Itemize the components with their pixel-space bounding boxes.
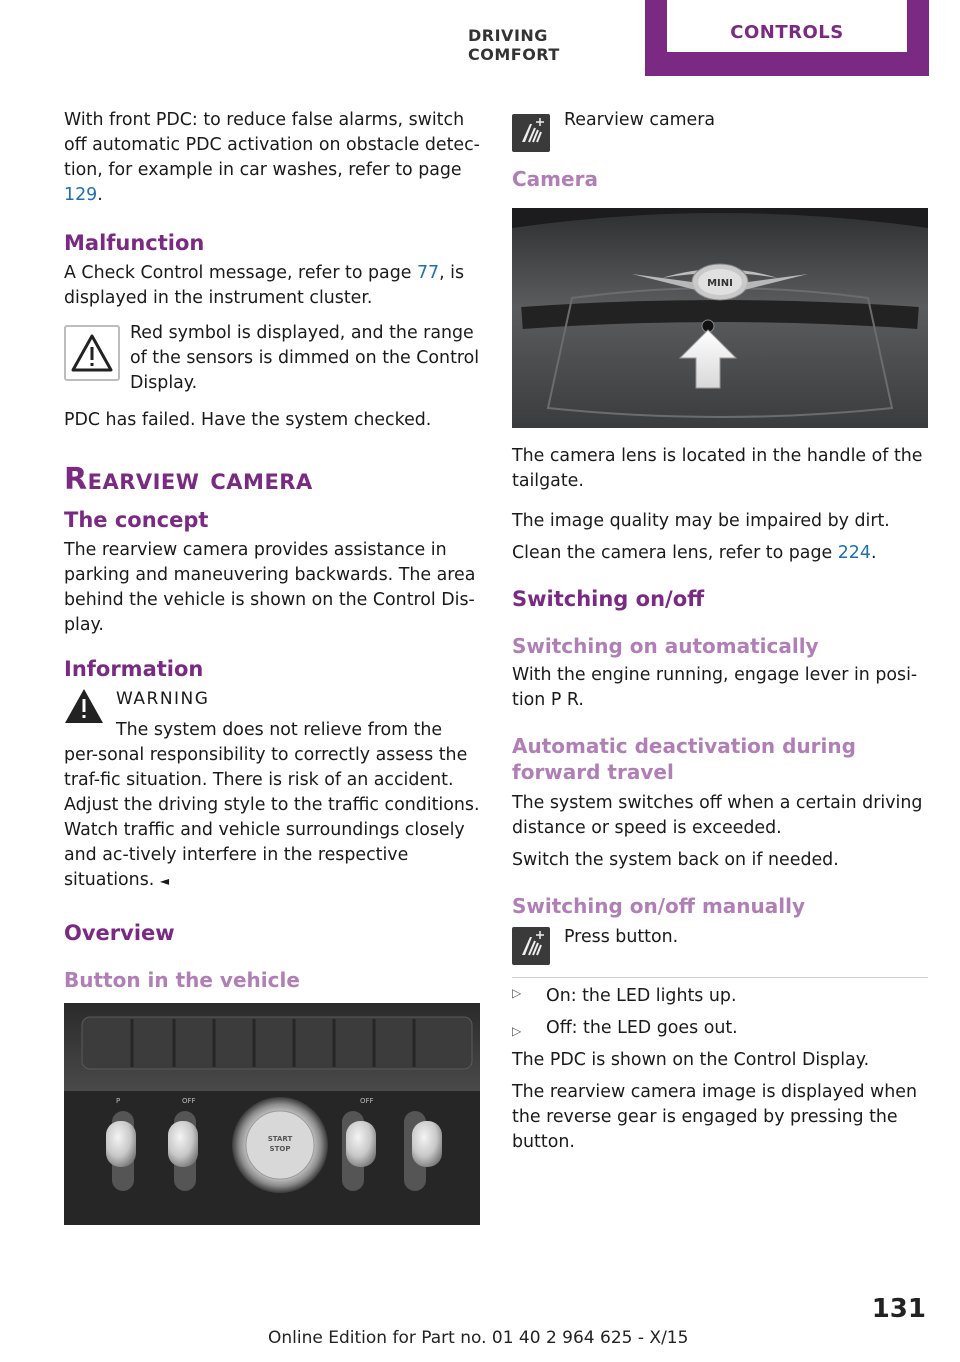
triangle-bullet-icon: ▷ xyxy=(512,1024,522,1038)
switching-heading: Switching on/off xyxy=(512,587,705,611)
tailgate-camera-photo xyxy=(512,208,928,428)
overview-heading: Overview xyxy=(64,921,175,945)
triangle-bullet-icon: ▷ xyxy=(512,986,522,1000)
malfunction-paragraph: A Check Control message, refer to page 77, is displayed in the instrument cluster. xyxy=(64,263,465,308)
camera-text-1: The camera lens is located in the handle of the tailgate. xyxy=(512,446,923,491)
page-number: 131 xyxy=(871,1294,926,1324)
footer xyxy=(0,1292,960,1362)
intro-paragraph: With front PDC: to reduce false alarms, switch off automatic PDC activation on obstacle detec-tion, for example in car washes, refer to page 129. xyxy=(64,110,480,205)
manual-heading: Switching on/off manually xyxy=(512,894,806,918)
list-item: ▷ On: the LED lights up. xyxy=(512,977,928,1009)
header-chapter: CONTROLS xyxy=(730,22,844,43)
pdc-failed-text: PDC has failed. Have the system checked. xyxy=(64,410,432,430)
warning-block xyxy=(64,687,480,894)
after-text-1: The PDC is shown on the Control Display. xyxy=(512,1050,870,1070)
auto-on-text: With the engine running, engage lever in posi-tion P R. xyxy=(512,665,918,710)
auto-off-heading: Automatic deactivation during forward travel xyxy=(512,734,856,784)
stop-label: STOP xyxy=(269,1145,291,1153)
press-button-text: Press button. xyxy=(564,927,679,947)
warning-text: The system does not relieve from the per-sonal responsibility to correctly assess the traf-fic situation. There is risk of an accident. Adjust the driving style to the traffic conditions. Watch traffic and vehicle surroundings closely and ac-tively interfere in the respective situations. ◄ xyxy=(64,720,480,890)
camera-text-2: The image quality may be impaired by dirt. xyxy=(512,511,890,531)
header-section: DRIVING COMFORT xyxy=(468,26,560,64)
mini-logo-text: MINI xyxy=(707,278,733,289)
rearview-camera-icon xyxy=(512,114,550,152)
header-chapter-tab xyxy=(645,0,929,76)
red-symbol-text: Red symbol is displayed, and the range of the sensors is dimmed on the Control Display. xyxy=(130,323,480,393)
camera-text-3: Clean the camera lens, refer to page 224. xyxy=(512,543,877,563)
warning-label: WARNING xyxy=(116,689,210,709)
concept-heading: The concept xyxy=(64,508,209,532)
warning-triangle-icon xyxy=(64,325,120,381)
auto-on-heading: Switching on automatically xyxy=(512,634,819,658)
warning-icon xyxy=(64,687,104,725)
camera-heading: Camera xyxy=(512,167,598,191)
left-column xyxy=(64,108,480,1241)
after-text-2: The rearview camera image is displayed when the reverse gear is engaged by pressing the button. xyxy=(512,1082,918,1152)
off-label-2: OFF xyxy=(360,1097,374,1105)
page-link-77[interactable]: 77 xyxy=(416,263,440,283)
button-panel-photo xyxy=(64,1003,480,1225)
auto-off-text-2: Switch the system back on if needed. xyxy=(512,850,839,870)
list-item: ▷ Off: the LED goes out. xyxy=(512,1018,738,1038)
section-title: Rearview camera xyxy=(64,462,313,497)
page-link-224[interactable]: 224 xyxy=(837,543,871,563)
auto-off-text-1: The system switches off when a certain driving distance or speed is exceeded. xyxy=(512,793,923,838)
red-symbol-row xyxy=(64,321,480,396)
page-link-129[interactable]: 129 xyxy=(64,185,98,205)
concept-text: The rearview camera provides assistance in parking and maneuvering backwards. The area behind the vehicle is shown on the Control Dis-play. xyxy=(64,540,476,635)
button-heading: Button in the vehicle xyxy=(64,968,300,992)
end-mark: ◄ xyxy=(159,874,170,888)
information-heading: Information xyxy=(64,657,204,681)
header-section-tab xyxy=(448,0,638,76)
malfunction-heading: Malfunction xyxy=(64,231,205,255)
start-label: START xyxy=(267,1135,293,1143)
off-label-1: OFF xyxy=(182,1097,196,1105)
press-button-row xyxy=(512,925,928,969)
svg-text:P: P xyxy=(116,1097,121,1105)
rearview-icon-row xyxy=(512,108,928,152)
right-column xyxy=(512,108,928,1162)
edition-text: Online Edition for Part no. 01 40 2 964 625 - X/15 xyxy=(268,1328,689,1348)
rearview-icon-text: Rearview camera xyxy=(564,110,716,130)
rearview-button-icon xyxy=(512,927,550,965)
